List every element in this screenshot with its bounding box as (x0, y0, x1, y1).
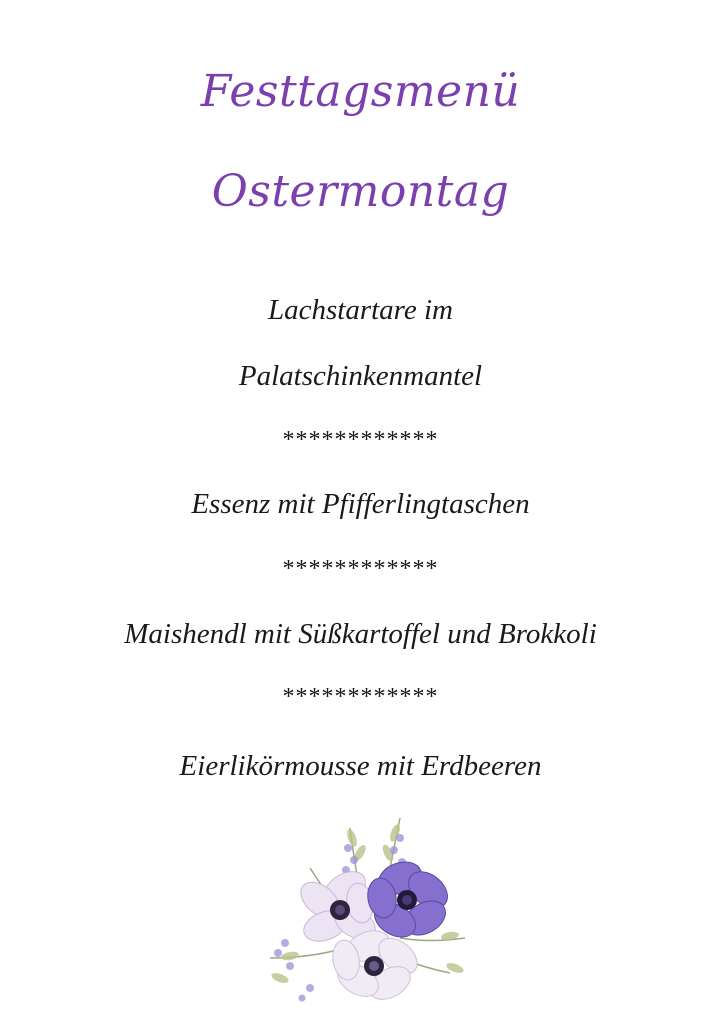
menu-title: Festtagsmenü (200, 66, 521, 117)
course-separator: ************ (282, 556, 439, 582)
course-soup: Essenz mit Pfifferlingtaschen (191, 488, 530, 520)
course-starter-line1: Lachstartare im (267, 294, 454, 326)
course-separator: ************ (282, 427, 439, 453)
course-starter-line2: Palatschinkenmantel (238, 360, 483, 392)
course-dessert: Eierlikörmousse mit Erdbeeren (179, 750, 542, 782)
anemone-bouquet-icon (250, 808, 480, 1013)
course-separator: ************ (282, 684, 439, 710)
menu-subtitle: Ostermontag (211, 166, 510, 217)
course-main: Maishendl mit Süßkartoffel und Brokkoli (124, 618, 597, 650)
